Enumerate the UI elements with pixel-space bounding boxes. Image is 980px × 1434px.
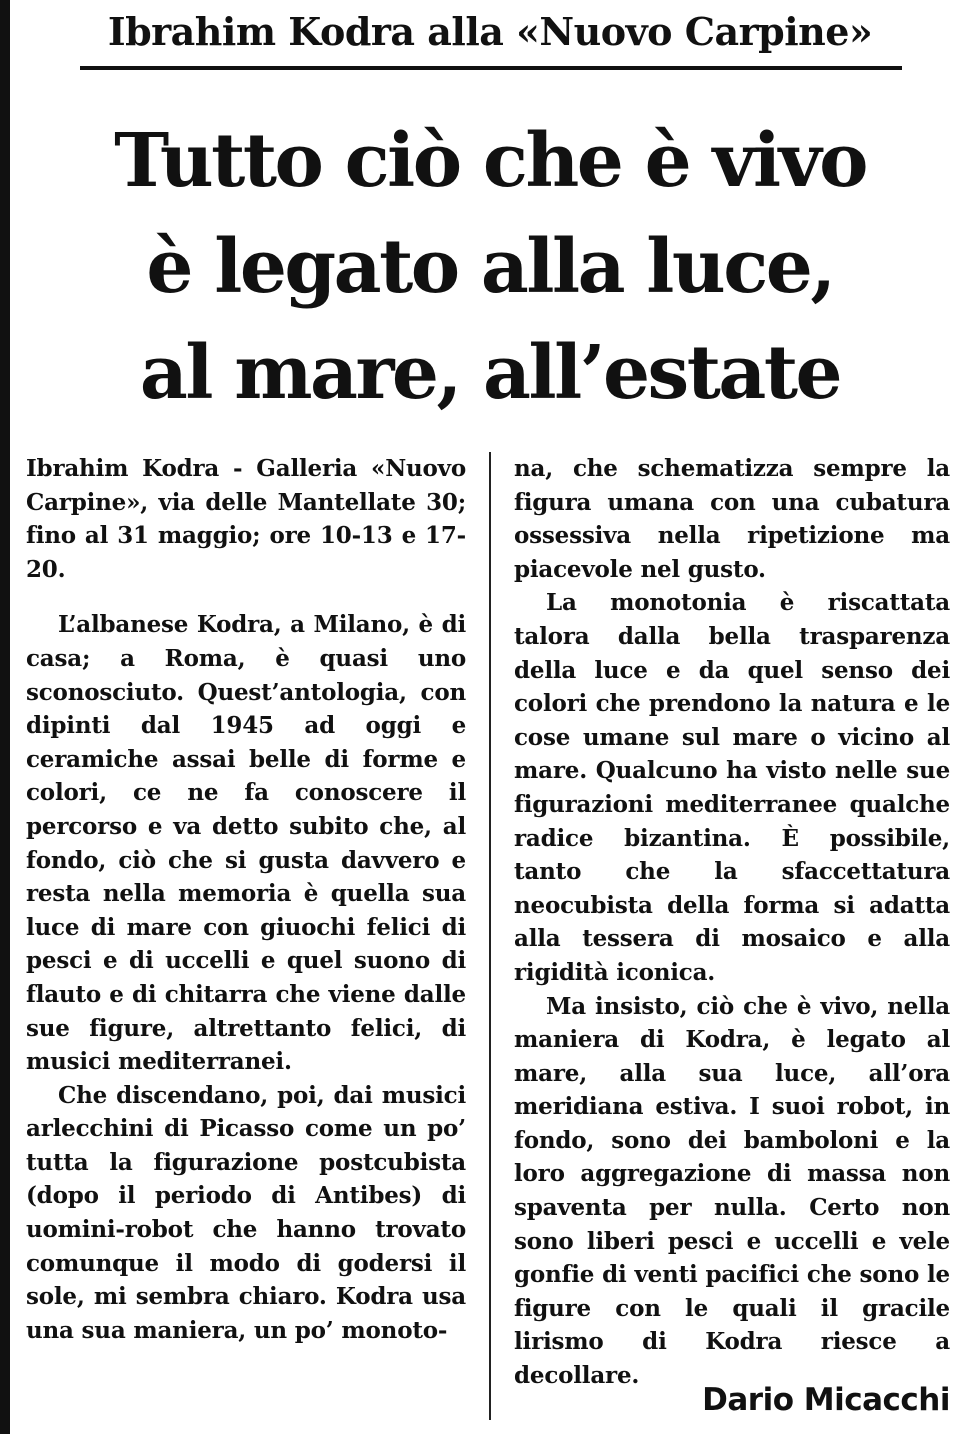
- article-paragraph-2-end: na, che schematizza sempre la figura umana con una cubatura ossessiva nella ripetizione ma piacevole nel gusto.: [514, 455, 950, 583]
- article-column-right: [514, 452, 950, 1393]
- headline-line-2: è legato alla luce,: [146, 224, 834, 310]
- article-paragraph-4: Ma insisto, ciò che è vivo, nella maniera di Kodra, è legato al mare, alla sua luce, all’ora meridiana estiva. I suoi robot, in fondo, sono dei bamboloni e la loro aggregazione di massa non spaventa per nulla. Certo non sono liberi pesci e uccelli e vele gonfie di venti pacifici che sono le figure con le quali il gracile lirismo di Kodra riesce a decollare.: [514, 992, 950, 1390]
- article-paragraph-3: La monotonia è riscattata talora dalla bella trasparenza della luce e da quel senso dei colori che prendono la natura e le cose umane sul mare o vicino al mare. Qualcuno ha visto nelle sue figurazioni mediterranee qualche radice bizantina. È possibile, tanto che la sfaccettatura neocubista della forma si adatta alla tessera di mosaico e alla rigidità iconica.: [514, 589, 950, 986]
- headline: [0, 108, 980, 426]
- author-byline: Dario Micacchi: [702, 1382, 950, 1418]
- article-paragraph-1: L’albanese Kodra, a Milano, è di casa; a Roma, è quasi uno sconosciuto. Quest’antologia, con dipinti dal 1945 ad oggi e ceramiche assai belle di forme e colori, ce ne fa conoscere il percorso e va detto subito che, al fondo, ciò che si gusta davvero e resta nella memoria è quella sua luce di mare con giuochi felici di pesci e di uccelli e quel suono di flauto e di chitarra che viene dalle sue figure, altrettanto felici, di musici mediterranei.: [26, 611, 466, 1076]
- article-paragraph-2-start: Che discendano, poi, dai musici arlecchini di Picasso come un po’ tutta la figurazione postcubista (dopo il periodo di Antibes) di uomini-robot che hanno trovato comunque il modo di godersi il sole, mi sembra chiaro. Kodra usa una sua maniera, un po’ monoto-: [26, 1081, 466, 1344]
- headline-line-1: Tutto ciò che è vivo: [114, 118, 866, 204]
- exhibition-info: Ibrahim Kodra - Galleria «Nuovo Carpine», via delle Mantellate 30; fino al 31 maggio; ore 10-13 e 17-20.: [26, 455, 466, 583]
- kicker-underline: [80, 66, 902, 70]
- column-divider: [489, 452, 491, 1420]
- kicker-title: Ibrahim Kodra alla «Nuovo Carpine»: [107, 9, 873, 54]
- headline-line-3: al mare, all’estate: [139, 330, 841, 416]
- article-column-left: [26, 452, 466, 1347]
